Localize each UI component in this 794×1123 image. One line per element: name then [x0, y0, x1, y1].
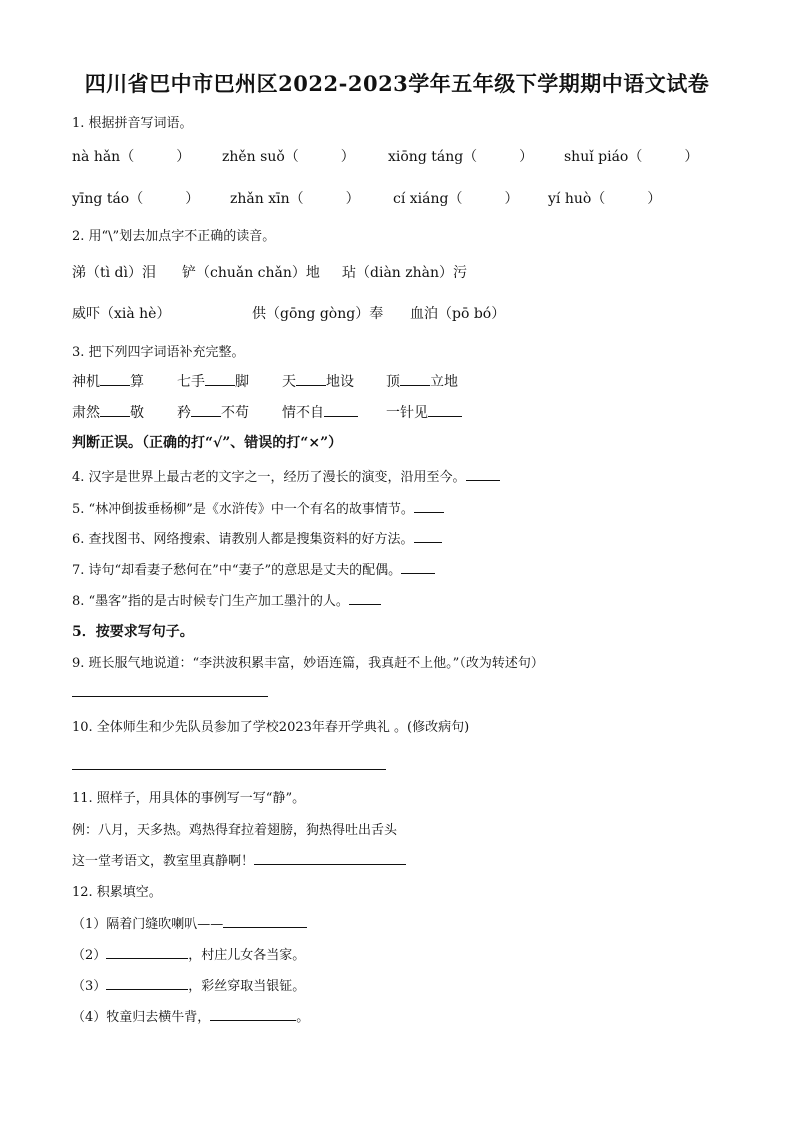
- q1-pinyin-7: cí xiáng（ ）: [393, 191, 519, 207]
- q3-blank-5[interactable]: [100, 402, 130, 417]
- q10-stem: 10. 全体师生和少先队员参加了学校2023年春开学典礼 。(修改病句): [72, 720, 470, 735]
- q3-blank-8[interactable]: [428, 402, 462, 417]
- q3-idiom-7: 情不自: [282, 402, 358, 422]
- q12-item-4: （4）牧童归去横牛背， 。: [72, 1010, 310, 1025]
- q2-item-2: 铲（chuǎn chǎn）地: [182, 265, 320, 281]
- tf-answer-4[interactable]: [466, 468, 500, 481]
- q3-blank-7[interactable]: [324, 402, 358, 417]
- q1-pinyin-2: zhěn suǒ（ ）: [222, 149, 355, 165]
- q3-blank-4[interactable]: [400, 371, 430, 386]
- q2-stem: 2. 用“\”划去加点字不正确的读音。: [72, 229, 276, 244]
- page-title: 四川省巴中市巴州区2022-2023学年五年级下学期期中语文试卷: [84, 71, 710, 96]
- q12-blank-3[interactable]: [106, 977, 188, 990]
- q12-stem: 12. 积累填空。: [72, 885, 162, 900]
- q3-stem: 3. 把下列四字词语补充完整。: [72, 345, 245, 360]
- q3-idiom-3: 天 地设: [282, 371, 354, 391]
- tf-answer-7[interactable]: [401, 561, 435, 574]
- q1-pinyin-1: nà hǎn（ ）: [72, 149, 191, 165]
- q3-idiom-1: 神机 算: [72, 371, 144, 391]
- section-true-false-heading: 判断正误。（正确的打“√”、错误的打“×”）: [72, 435, 343, 451]
- q11-prompt: 这一堂考语文，教室里真静啊！: [72, 850, 406, 869]
- tf-item-6: 6. 查找图书、网络搜索、请教别人都是搜集资料的好方法。: [72, 528, 442, 547]
- q3-blank-6[interactable]: [191, 402, 221, 417]
- q12-blank-4[interactable]: [210, 1008, 296, 1021]
- q12-item-1: （1）隔着门缝吹喇叭——: [72, 913, 307, 932]
- tf-item-7: 7. 诗句“却看妻子愁何在”中“妻子”的意思是丈夫的配偶。: [72, 559, 435, 578]
- q3-idiom-5: 肃然 敬: [72, 402, 144, 422]
- q1-pinyin-4: shuǐ piáo（ ）: [564, 149, 699, 165]
- q2-item-4: 威吓（xià hè）: [72, 306, 171, 322]
- q1-pinyin-8: yí huò（ ）: [548, 191, 662, 207]
- q3-idiom-4: 顶 立地: [386, 371, 458, 391]
- q11-answer-blank[interactable]: [254, 852, 406, 865]
- q1-pinyin-5: yīng táo（ ）: [72, 191, 200, 207]
- section-sentences-heading: 5．按要求写句子。: [72, 624, 194, 640]
- q12-item-3: （3） ，彩丝穿取当银钲。: [72, 979, 306, 994]
- tf-answer-8[interactable]: [349, 592, 381, 605]
- q2-item-6: 血泊（pō bó）: [410, 306, 506, 322]
- q2-item-3: 玷（diàn zhàn）污: [342, 265, 468, 281]
- q3-idiom-2: 七手 脚: [177, 371, 249, 391]
- tf-item-8: 8. “墨客”指的是古时候专门生产加工墨汁的人。: [72, 590, 381, 609]
- q2-item-1: 涕（tì dì）泪: [72, 265, 156, 281]
- tf-answer-5[interactable]: [414, 500, 444, 513]
- tf-item-5: 5. “林冲倒拔垂杨柳”是《水浒传》中一个有名的故事情节。: [72, 498, 444, 517]
- q3-idiom-8: 一针见: [386, 402, 462, 422]
- q1-pinyin-6: zhǎn xīn（ ）: [230, 191, 360, 207]
- q3-idiom-6: 矜 不苟: [177, 402, 249, 422]
- q1-stem: 1. 根据拼音写词语。: [72, 116, 193, 131]
- q11-example: 例：八月，天多热。鸡热得耷拉着翅膀，狗热得吐出舌头: [72, 823, 398, 838]
- q3-blank-2[interactable]: [205, 371, 235, 386]
- q1-pinyin-3: xiōng táng（ ）: [388, 149, 534, 165]
- q12-blank-1[interactable]: [223, 915, 307, 928]
- q12-item-2: （2） ，村庄儿女各当家。: [72, 948, 306, 963]
- q2-item-5: 供（gōng gòng）奉: [252, 306, 384, 322]
- q9-stem: 9. 班长服气地说道：“李洪波积累丰富，妙语连篇，我真赶不上他。”（改为转述句）: [72, 656, 544, 671]
- tf-answer-6[interactable]: [414, 530, 442, 543]
- tf-item-4: 4. 汉字是世界上最古老的文字之一，经历了漫长的演变，沿用至今。: [72, 466, 500, 485]
- q3-blank-3[interactable]: [296, 371, 326, 386]
- q9-answer-line[interactable]: [72, 696, 268, 697]
- q10-answer-line[interactable]: [72, 769, 386, 770]
- q12-blank-2[interactable]: [106, 946, 188, 959]
- q11-stem: 11. 照样子，用具体的事例写一写“静”。: [72, 791, 306, 806]
- q3-blank-1[interactable]: [100, 371, 130, 386]
